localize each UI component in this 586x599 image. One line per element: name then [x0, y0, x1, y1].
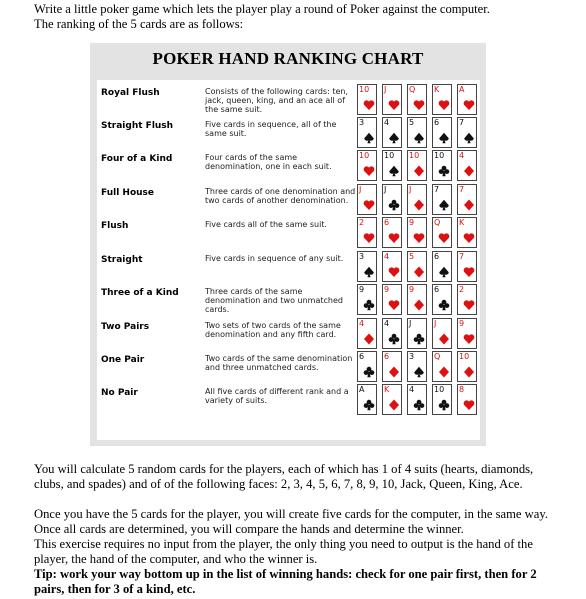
heart-icon — [388, 98, 400, 110]
card-rank: 4 — [409, 385, 415, 394]
card-rank: 10 — [434, 151, 445, 160]
club-icon — [388, 198, 400, 210]
playing-card — [382, 217, 402, 248]
card-rank: 10 — [459, 352, 470, 361]
card-rank: 10 — [384, 151, 395, 160]
diamond-icon — [413, 298, 425, 310]
card-rank: 6 — [434, 252, 440, 261]
card-rank: 4 — [359, 319, 365, 328]
hand-row — [97, 183, 480, 217]
heart-icon — [363, 98, 375, 110]
diamond-icon — [463, 164, 475, 176]
card-rank: Q — [409, 85, 416, 94]
card-rank: 8 — [459, 385, 465, 394]
example-cards — [357, 251, 480, 283]
playing-card — [432, 150, 452, 181]
example-cards — [357, 184, 480, 216]
intro — [34, 2, 574, 32]
example-cards — [357, 150, 480, 182]
card-rank: 3 — [359, 252, 365, 261]
diamond-icon — [363, 332, 375, 344]
spade-icon — [388, 164, 400, 176]
hand-row — [97, 83, 480, 117]
heart-icon — [463, 332, 475, 344]
playing-card — [357, 84, 377, 115]
heart-icon — [388, 231, 400, 243]
hand-description: Two sets of two cards of the same denomination and any fifth card. — [205, 321, 341, 339]
paragraph-2 — [34, 507, 574, 597]
card-rank: 7 — [459, 252, 465, 261]
club-icon — [438, 298, 450, 310]
paragraph-2-line-3: This exercise requires no input from the player, the only thing you need to output is the hand of the — [34, 537, 533, 551]
hand-name: No Pair — [101, 388, 138, 398]
hand-name: Royal Flush — [101, 88, 160, 98]
paragraph-2-line-1: Once you have the 5 cards for the player, you will create five cards for the computer, in the same way. — [34, 507, 548, 521]
playing-card — [432, 318, 452, 349]
intro-line-2: The ranking of the 5 cards are as follows: — [34, 17, 244, 31]
playing-card — [407, 251, 427, 282]
playing-card — [432, 117, 452, 148]
poker-ranking-chart — [90, 43, 486, 446]
hand-description: Five cards all of the same suit. — [205, 220, 327, 229]
playing-card — [432, 184, 452, 215]
hand-row — [97, 149, 480, 183]
playing-card — [457, 284, 477, 315]
playing-card — [457, 318, 477, 349]
playing-card — [407, 184, 427, 215]
card-rank: 6 — [359, 352, 365, 361]
hand-name: Straight Flush — [101, 121, 174, 131]
playing-card — [457, 184, 477, 215]
club-icon — [413, 398, 425, 410]
card-rank: 10 — [359, 85, 370, 94]
playing-card — [407, 384, 427, 415]
card-rank: 9 — [409, 285, 415, 294]
hand-row — [97, 317, 480, 351]
spade-icon — [363, 131, 375, 143]
card-rank: Q — [434, 352, 441, 361]
spade-icon — [438, 131, 450, 143]
playing-card — [357, 150, 377, 181]
card-rank: J — [409, 185, 412, 194]
tip-line-2: pairs, then for 3 of a kind, etc. — [34, 582, 196, 596]
spade-icon — [438, 198, 450, 210]
diamond-icon — [388, 365, 400, 377]
example-cards — [357, 384, 480, 416]
heart-icon — [463, 231, 475, 243]
card-rank: 6 — [384, 218, 390, 227]
hand-name: Flush — [101, 221, 129, 231]
heart-icon — [388, 298, 400, 310]
spade-icon — [413, 365, 425, 377]
hand-description: Three cards of one denomination and two cards of another denomination. — [205, 187, 356, 205]
diamond-icon — [463, 198, 475, 210]
card-rank: 6 — [434, 285, 440, 294]
playing-card — [407, 318, 427, 349]
paragraph-1-line-1: You will calculate 5 random cards for the players, each of which has 1 of 4 suits (hearts, diamonds, — [34, 462, 534, 476]
card-rank: 7 — [459, 185, 465, 194]
spade-icon — [363, 265, 375, 277]
card-rank: 7 — [459, 118, 465, 127]
playing-card — [457, 384, 477, 415]
example-cards — [357, 84, 480, 116]
diamond-icon — [463, 365, 475, 377]
playing-card — [382, 150, 402, 181]
diamond-icon — [438, 332, 450, 344]
playing-card — [457, 217, 477, 248]
playing-card — [432, 251, 452, 282]
card-rank: K — [459, 218, 465, 227]
playing-card — [432, 351, 452, 382]
card-rank: 4 — [459, 151, 465, 160]
heart-icon — [413, 231, 425, 243]
paragraph-2-line-2: Once all cards are determined, you will compare the hands and determine the winner. — [34, 522, 464, 536]
playing-card — [357, 384, 377, 415]
heart-icon — [438, 98, 450, 110]
card-rank: 2 — [359, 218, 365, 227]
hand-row — [97, 116, 480, 150]
heart-icon — [413, 98, 425, 110]
hand-description: Four cards of the same denomination, one in each suit. — [205, 153, 332, 171]
playing-card — [382, 184, 402, 215]
hand-description: Three cards of the same denomination and two unmatched cards. — [205, 287, 343, 314]
playing-card — [457, 150, 477, 181]
hand-name: One Pair — [101, 355, 145, 365]
card-rank: 10 — [434, 385, 445, 394]
card-rank: 4 — [384, 319, 390, 328]
hand-name: Straight — [101, 255, 143, 265]
card-rank: 2 — [459, 285, 465, 294]
diamond-icon — [413, 164, 425, 176]
hand-row — [97, 216, 480, 250]
heart-icon — [463, 265, 475, 277]
playing-card — [357, 217, 377, 248]
heart-icon — [363, 164, 375, 176]
playing-card — [382, 384, 402, 415]
playing-card — [407, 150, 427, 181]
hand-description: Five cards in sequence, all of the same suit. — [205, 120, 337, 138]
heart-icon — [463, 298, 475, 310]
intro-line-1: Write a little poker game which lets the player play a round of Poker against the computer. — [34, 2, 490, 16]
playing-card — [457, 117, 477, 148]
club-icon — [363, 398, 375, 410]
hand-name: Two Pairs — [101, 322, 150, 332]
card-rank: 3 — [359, 118, 365, 127]
playing-card — [407, 117, 427, 148]
hand-name: Three of a Kind — [101, 288, 179, 298]
card-rank: 7 — [434, 185, 440, 194]
paragraph-1 — [34, 462, 574, 492]
hand-row — [97, 350, 480, 384]
card-rank: K — [384, 385, 390, 394]
card-rank: 6 — [434, 118, 440, 127]
spade-icon — [438, 265, 450, 277]
card-rank: 10 — [409, 151, 420, 160]
hand-name: Four of a Kind — [101, 154, 173, 164]
card-rank: 9 — [384, 285, 390, 294]
card-rank: K — [434, 85, 440, 94]
playing-card — [457, 251, 477, 282]
hand-description: All five cards of different rank and a variety of suits. — [205, 387, 349, 405]
heart-icon — [463, 398, 475, 410]
playing-card — [407, 217, 427, 248]
card-rank: J — [409, 319, 412, 328]
playing-card — [432, 84, 452, 115]
card-rank: J — [384, 85, 387, 94]
heart-icon — [363, 231, 375, 243]
spade-icon — [413, 131, 425, 143]
hand-name: Full House — [101, 188, 154, 198]
club-icon — [438, 164, 450, 176]
playing-card — [407, 84, 427, 115]
diamond-icon — [388, 398, 400, 410]
club-icon — [363, 365, 375, 377]
example-cards — [357, 217, 480, 249]
hand-row — [97, 383, 480, 417]
playing-card — [357, 251, 377, 282]
card-rank: A — [459, 85, 465, 94]
playing-card — [357, 117, 377, 148]
chart-title: POKER HAND RANKING CHART — [152, 49, 424, 68]
playing-card — [357, 351, 377, 382]
diamond-icon — [413, 265, 425, 277]
tip-line-1: Tip: work your way bottom up in the list of winning hands: check for one pair first, then for 2 — [34, 567, 537, 581]
hand-row — [97, 283, 480, 317]
card-rank: 5 — [409, 118, 415, 127]
hand-description: Two cards of the same denomination and three unmatched cards. — [205, 354, 353, 372]
heart-icon — [388, 265, 400, 277]
card-rank: 9 — [409, 218, 415, 227]
card-rank: J — [434, 319, 437, 328]
diamond-icon — [413, 198, 425, 210]
playing-card — [457, 351, 477, 382]
playing-card — [432, 284, 452, 315]
playing-card — [357, 318, 377, 349]
club-icon — [388, 332, 400, 344]
card-rank: 4 — [384, 118, 390, 127]
playing-card — [407, 284, 427, 315]
heart-icon — [463, 98, 475, 110]
hand-description: Consists of the following cards: ten, jack, queen, king, and an ace all of the same suit. — [205, 87, 348, 114]
card-rank: 4 — [384, 252, 390, 261]
playing-card — [382, 117, 402, 148]
ranking-table — [97, 80, 480, 440]
spade-icon — [463, 131, 475, 143]
heart-icon — [438, 231, 450, 243]
card-rank: 6 — [384, 352, 390, 361]
example-cards — [357, 284, 480, 316]
card-rank: Q — [434, 218, 441, 227]
playing-card — [382, 251, 402, 282]
card-rank: A — [359, 385, 365, 394]
playing-card — [357, 184, 377, 215]
club-icon — [413, 332, 425, 344]
playing-card — [382, 84, 402, 115]
club-icon — [438, 398, 450, 410]
card-rank: 3 — [409, 352, 415, 361]
card-rank: J — [359, 185, 362, 194]
hand-description: Five cards in sequence of any suit. — [205, 254, 344, 263]
playing-card — [432, 217, 452, 248]
paragraph-2-line-4: player, the hand of the computer, and who the winner is. — [34, 552, 318, 566]
spade-icon — [388, 131, 400, 143]
card-rank: J — [384, 185, 387, 194]
paragraph-1-line-2: clubs, and spades) and of of the following faces: 2, 3, 4, 5, 6, 7, 8, 9, 10, Jack, Queen, King, Ace. — [34, 477, 523, 491]
card-rank: 9 — [359, 285, 365, 294]
playing-card — [457, 84, 477, 115]
playing-card — [382, 284, 402, 315]
card-rank: 9 — [459, 319, 465, 328]
playing-card — [432, 384, 452, 415]
playing-card — [407, 351, 427, 382]
example-cards — [357, 117, 480, 149]
club-icon — [363, 298, 375, 310]
playing-card — [357, 284, 377, 315]
card-rank: 5 — [409, 252, 415, 261]
playing-card — [382, 351, 402, 382]
hand-row — [97, 250, 480, 284]
example-cards — [357, 351, 480, 383]
card-rank: 10 — [359, 151, 370, 160]
heart-icon — [363, 198, 375, 210]
diamond-icon — [438, 365, 450, 377]
playing-card — [382, 318, 402, 349]
example-cards — [357, 318, 480, 350]
